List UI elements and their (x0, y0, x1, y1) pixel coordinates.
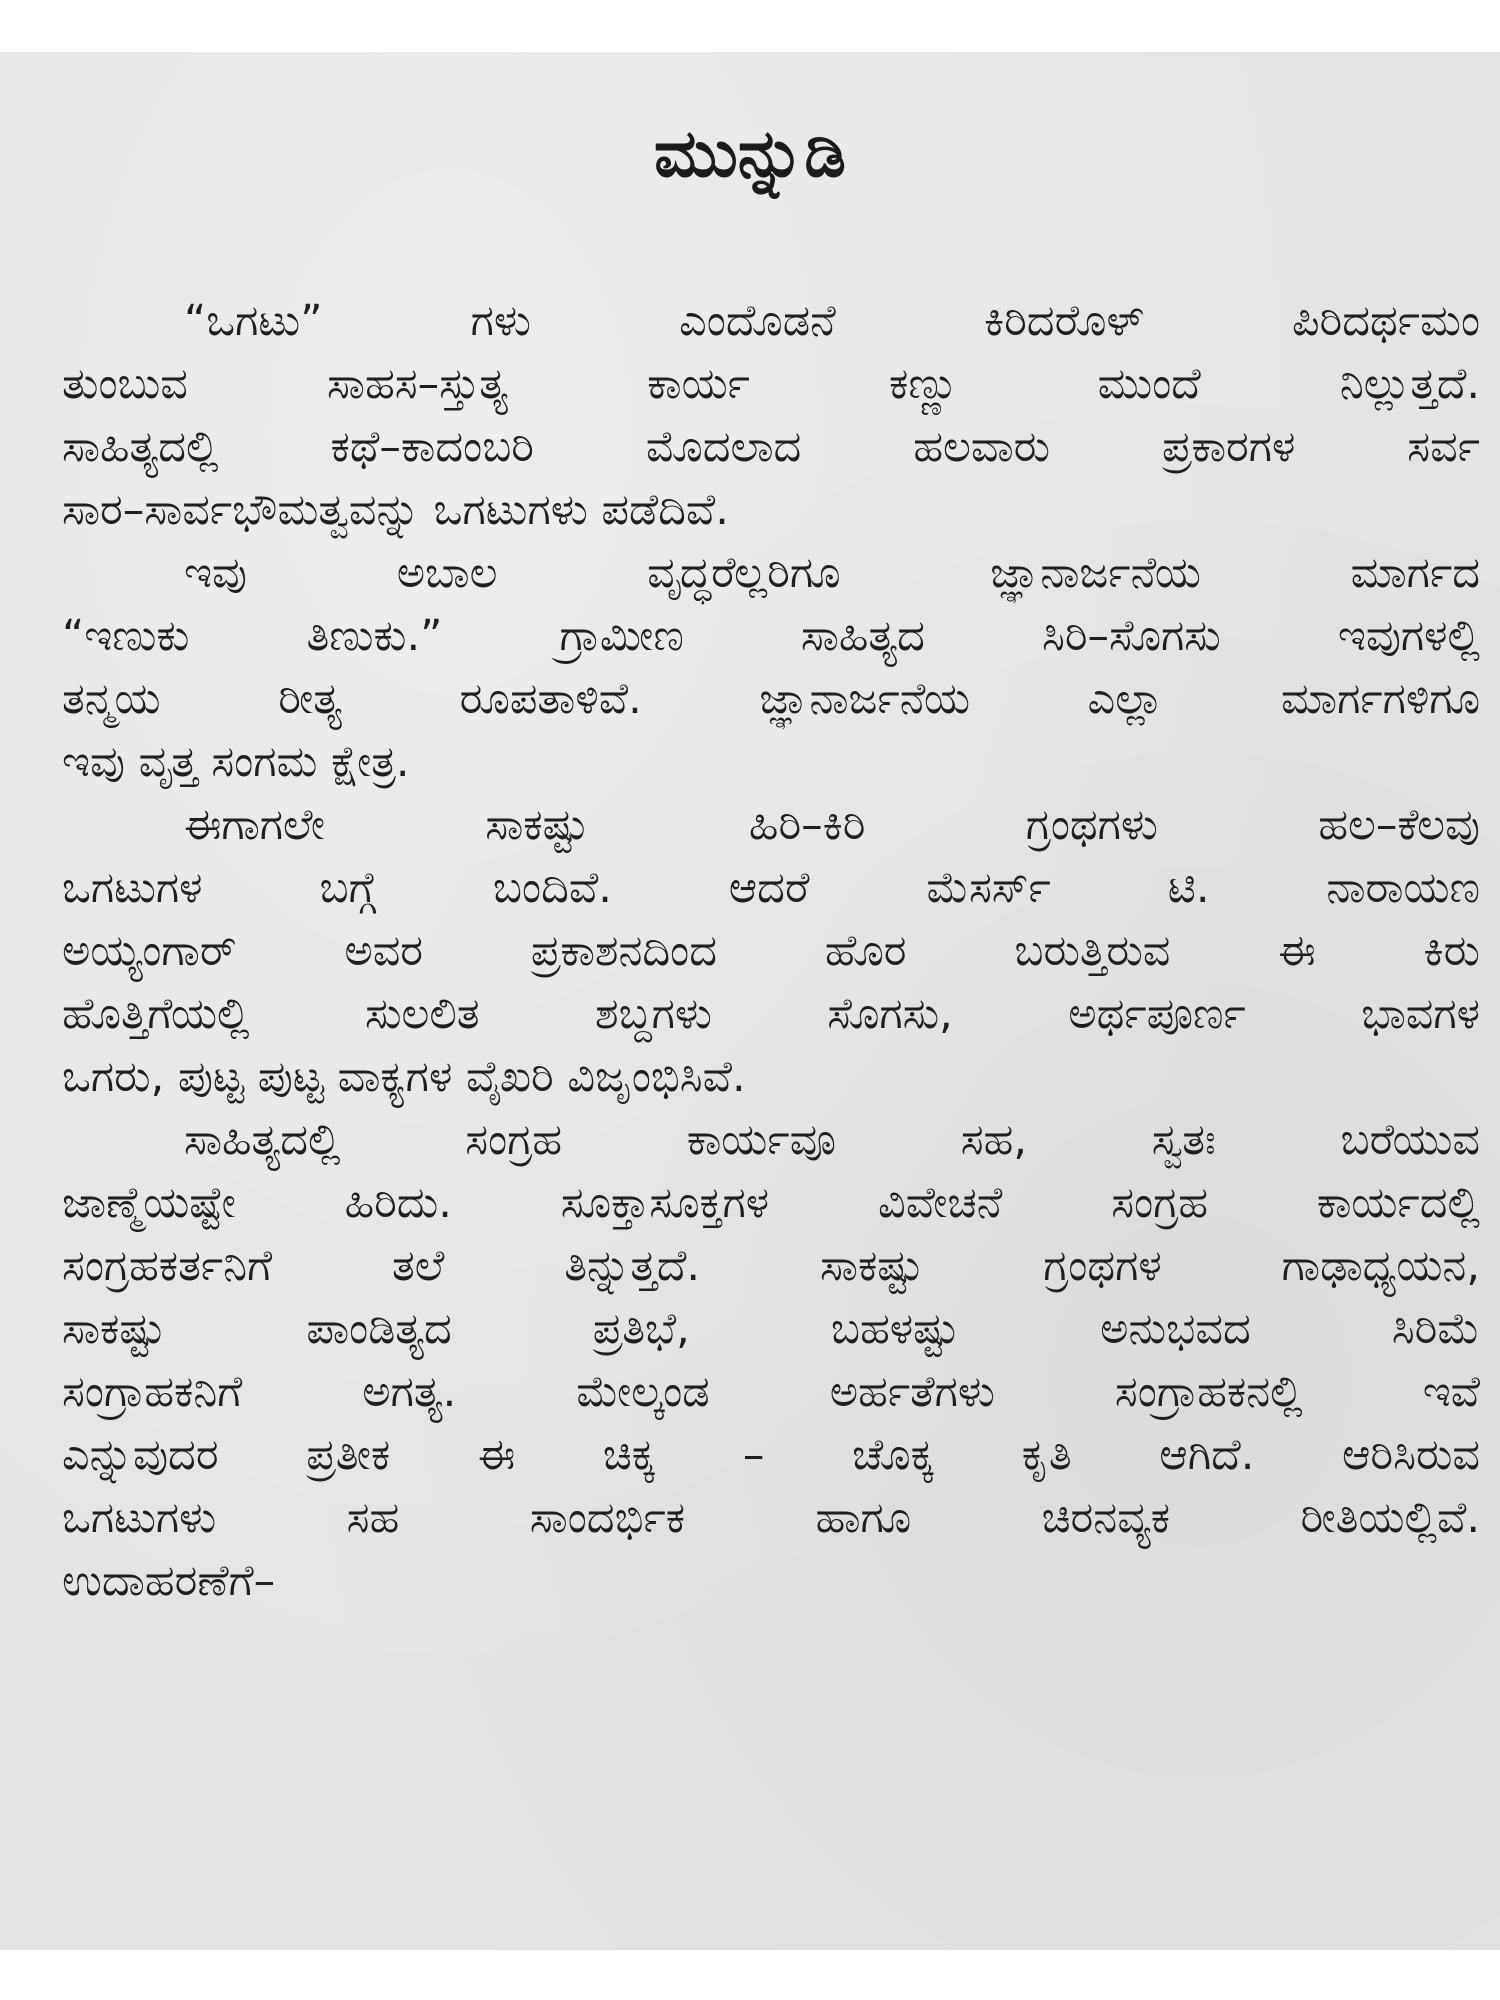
text-line: ತುಂಬುವ ಸಾಹಸ–ಸ್ತುತ್ಯ ಕಾರ್ಯ ಕಣ್ಣು ಮುಂದೆ ನಿಲ್ಲುತ್ತದೆ. (62, 359, 1480, 409)
text-line: ಸಾಕಷ್ಟು ಪಾಂಡಿತ್ಯದ ಪ್ರತಿಭೆ, ಬಹಳಷ್ಟು ಅನುಭವದ ಸಿರಿಮೆ (62, 1304, 1480, 1354)
text-line: ಒಗಟುಗಳು ಸಹ ಸಾಂದರ್ಭಿಕ ಹಾಗೂ ಚಿರನವ್ಯಕ ರೀತಿಯಲ್ಲಿವೆ. (62, 1493, 1480, 1543)
page-title: ಮುನ್ನುಡಿ (654, 115, 846, 192)
preface-body (62, 290, 1480, 1613)
text-line: ಸಂಗ್ರಹಕರ್ತನಿಗೆ ತಲೆ ತಿನ್ನುತ್ತದೆ. ಸಾಕಷ್ಟು ಗ್ರಂಥಗಳ ಗಾಢಾಧ್ಯಯನ, (62, 1241, 1480, 1291)
scanned-page (0, 52, 1500, 1950)
text-line: ಎನ್ನುವುದರ ಪ್ರತೀಕ ಈ ಚಿಕ್ಕ – ಚೊಕ್ಕ ಕೃತಿ ಆಗಿದೆ. ಆರಿಸಿರುವ (62, 1430, 1480, 1480)
text-line: ಒಗರು, ಪುಟ್ಟ ಪುಟ್ಟ ವಾಕ್ಯಗಳ ವೈಖರಿ ವಿಜೃಂಭಿಸಿವೆ. (62, 1052, 746, 1102)
text-line: ಇವು ಅಬಾಲ ವೃದ್ಧರೆಲ್ಲರಿಗೂ ಜ್ಞಾನಾರ್ಜನೆಯ ಮಾರ್ಗದ (184, 548, 1480, 598)
text-line: “ಒಗಟು” ಗಳು ಎಂದೊಡನೆ ಕಿರಿದರೊಳ್ ಪಿರಿದರ್ಥಮಂ (184, 296, 1480, 346)
text-line: ಅಯ್ಯಂಗಾರ್ ಅವರ ಪ್ರಕಾಶನದಿಂದ ಹೊರ ಬರುತ್ತಿರುವ ಈ ಕಿರು (62, 926, 1480, 976)
text-line: ಜಾಣ್ಮೆಯಷ್ಟೇ ಹಿರಿದು. ಸೂಕ್ತಾಸೂಕ್ತಗಳ ವಿವೇಚನೆ ಸಂಗ್ರಹ ಕಾರ್ಯದಲ್ಲಿ (62, 1178, 1480, 1228)
text-line: ಇವು ವೃತ್ತ ಸಂಗಮ ಕ್ಷೇತ್ರ. (62, 737, 410, 787)
text-line: ಸಾಹಿತ್ಯದಲ್ಲಿ ಕಥೆ–ಕಾದಂಬರಿ ಮೊದಲಾದ ಹಲವಾರು ಪ್ರಕಾರಗಳ ಸರ್ವ (62, 422, 1480, 472)
text-line: ಒಗಟುಗಳ ಬಗ್ಗೆ ಬಂದಿವೆ. ಆದರೆ ಮೆಸರ್ಸ್ ಟಿ. ನಾರಾಯಣ (62, 863, 1480, 913)
text-line: ಉದಾಹರಣೆಗೆ– (62, 1556, 276, 1606)
text-line: ಹೊತ್ತಿಗೆಯಲ್ಲಿ ಸುಲಲಿತ ಶಬ್ದಗಳು ಸೊಗಸು, ಅರ್ಥಪೂರ್ಣ ಭಾವಗಳ (62, 989, 1480, 1039)
text-line: “ಇಣುಕು ತಿಣುಕು.” ಗ್ರಾಮೀಣ ಸಾಹಿತ್ಯದ ಸಿರಿ–ಸೊಗಸು ಇವುಗಳಲ್ಲಿ (62, 611, 1480, 661)
text-line: ಸಂಗ್ರಾಹಕನಿಗೆ ಅಗತ್ಯ. ಮೇಲ್ಕಂಡ ಅರ್ಹತೆಗಳು ಸಂಗ್ರಾಹಕನಲ್ಲಿ ಇವೆ (62, 1367, 1480, 1417)
text-line: ಸಾರ–ಸಾರ್ವಭೌಮತ್ವವನ್ನು ಒಗಟುಗಳು ಪಡೆದಿವೆ. (62, 485, 729, 535)
text-line: ತನ್ಮಯ ರೀತ್ಯ ರೂಪತಾಳಿವೆ. ಜ್ಞಾನಾರ್ಜನೆಯ ಎಲ್ಲಾ ಮಾರ್ಗಗಳಿಗೂ (62, 674, 1480, 724)
text-line: ಈಗಾಗಲೇ ಸಾಕಷ್ಟು ಹಿರಿ–ಕಿರಿ ಗ್ರಂಥಗಳು ಹಲ–ಕೆಲವು (184, 800, 1480, 850)
text-line: ಸಾಹಿತ್ಯದಲ್ಲಿ ಸಂಗ್ರಹ ಕಾರ್ಯವೂ ಸಹ, ಸ್ವತಃ ಬರೆಯುವ (184, 1115, 1480, 1165)
